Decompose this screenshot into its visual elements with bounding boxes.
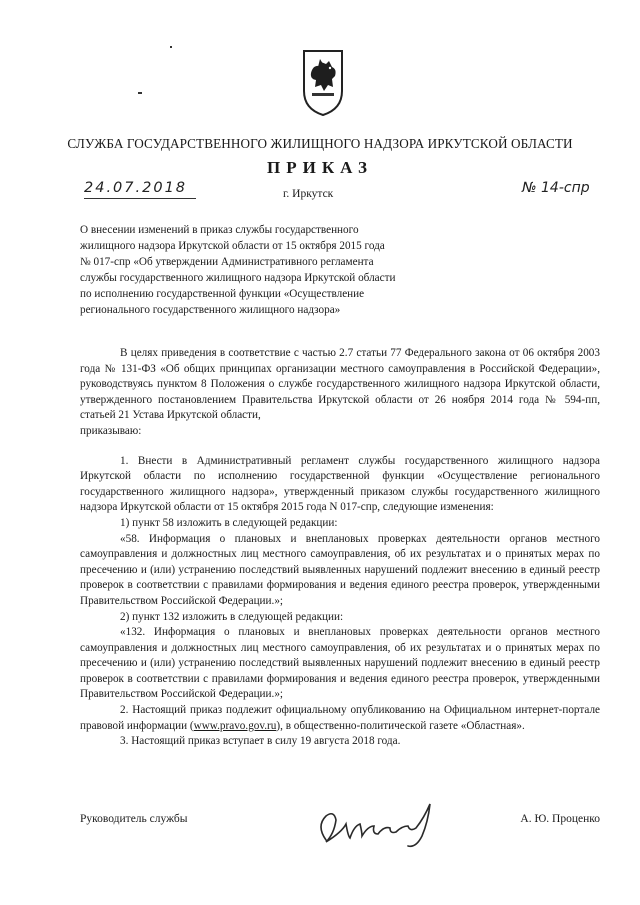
- order-word: приказываю:: [80, 424, 142, 437]
- item-1-1-heading: 1) пункт 58 изложить в следующей редакции:: [120, 516, 338, 529]
- preamble-paragraph: В целях приведения в соответствие с частью 2.7 статьи 77 Федерального закона от 06 октября 2003 года № 131-ФЗ «Об общих принципах организации местного самоуправления в Российской Федерации», руководствуясь пунктом 8 Положения о службе государственного жилищного надзора Иркутской области, утвержденного постановлением Правительства Иркутской области от 26 ноября 2014 года № 594-пп, статьей 21 Устава Иркутской области,: [80, 347, 600, 422]
- item-1-2-heading: 2) пункт 132 изложить в следующей редакции:: [120, 610, 344, 623]
- coat-of-arms-icon: [302, 45, 344, 117]
- signer-position: Руководитель службы: [80, 813, 188, 825]
- subject-line: по исполнению государственной функции «Осуществление: [80, 288, 365, 300]
- document-subject: [80, 222, 470, 318]
- scan-speck: [170, 46, 172, 48]
- document-body: [80, 346, 600, 750]
- subject-line: О внесении изменений в приказ службы государственного: [80, 224, 359, 236]
- item-1-2-text: «132. Информация о плановых и внеплановых проверках деятельности органов местного самоуправления и должностных лиц местного самоуправления, об их результатах и о принятых мерах по пресечению и (или) устранению последствий выявленных нарушений подлежит внесению в единый реестр проверок в соответствии с правилами формирования и ведения единого реестра проверок, утвержденными Правительством Российской Федерации.»;: [80, 626, 600, 701]
- handwritten-signature: [312, 796, 452, 856]
- signer-name: А. Ю. Проценко: [520, 813, 600, 825]
- subject-line: № 017-спр «Об утверждении Административного регламента: [80, 256, 374, 268]
- scan-speck: [138, 92, 142, 94]
- item-2-paragraph: [80, 703, 600, 734]
- pravo-gov-link[interactable]: www.pravo.gov.ru: [193, 719, 277, 732]
- date-underline: [84, 198, 196, 199]
- organization-title: СЛУЖБА ГОСУДАРСТВЕННОГО ЖИЛИЩНОГО НАДЗОРА ИРКУТСКОЙ ОБЛАСТИ: [67, 136, 573, 151]
- item-2-text-end: ), в общественно-политической газете «Областная».: [276, 719, 525, 732]
- item-3-paragraph: 3. Настоящий приказ вступает в силу 19 августа 2018 года.: [120, 735, 401, 748]
- item-1-paragraph: 1. Внести в Административный регламент службы государственного жилищного надзора Иркутской области по исполнению государственной функции «Осуществление регионального государственного жилищного надзора», утвержденный приказом службы государственного жилищного надзора Иркутской области от 15 октября 2015 года N 017-спр, следующие изменения:: [80, 454, 600, 514]
- document-number: № 14-спр: [522, 180, 590, 196]
- subject-line: жилищного надзора Иркутской области от 15 октября 2015 года: [80, 240, 385, 252]
- subject-line: регионального государственного жилищного надзора»: [80, 304, 341, 316]
- document-date: 24.07.2018: [84, 180, 188, 196]
- item-1-1-text: «58. Информация о плановых и внеплановых проверках деятельности органов местного самоуправления и должностных лиц местного самоуправления, об их результатах и о принятых мерах по пресечению и (или) устранению последствий выявленных нарушений подлежит внесению в единый реестр проверок в соответствии с правилами формирования и ведения единого реестра проверок, утвержденными Правительством Российской Федерации.»;: [80, 532, 600, 607]
- document-city: г. Иркутск: [283, 188, 334, 200]
- subject-line: службы государственного жилищного надзора Иркутской области: [80, 272, 396, 284]
- document-type-title: ПРИКАЗ: [267, 158, 373, 177]
- item-2-text-start: 2. Настоящий приказ подлежит официальному опубликованию на Официальном интернет-портале правовой информации (: [80, 704, 600, 732]
